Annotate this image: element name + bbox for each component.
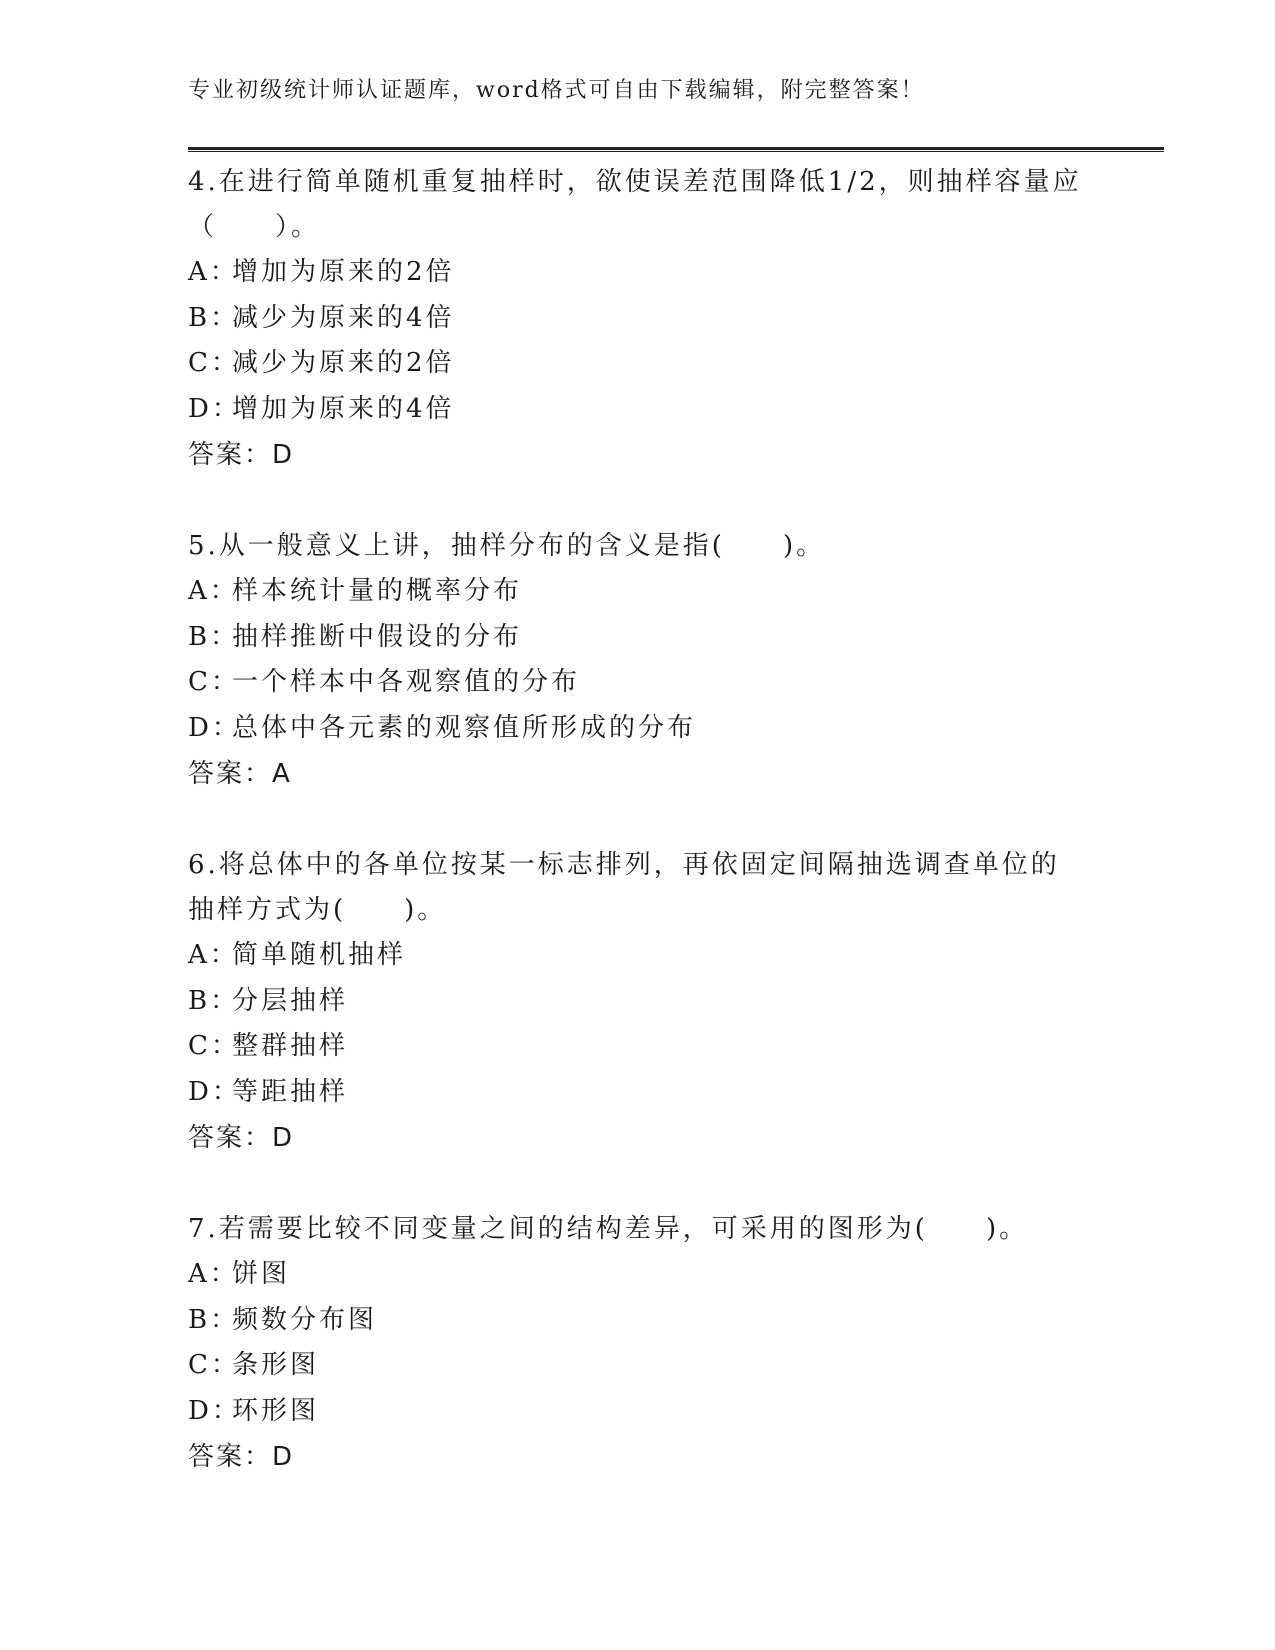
answer-line: 答案：A	[188, 759, 292, 789]
option-text: 分层抽样	[232, 985, 349, 1016]
option-letter: C：	[188, 1350, 240, 1380]
option-letter: A：	[188, 1259, 239, 1289]
option-b	[188, 615, 1108, 661]
option-d	[188, 1389, 1108, 1435]
question-list	[188, 160, 1108, 1480]
option-a	[188, 569, 1108, 615]
option-text: 一个样本中各观察值的分布	[232, 667, 581, 697]
option-a	[188, 933, 1108, 979]
option-c	[188, 1024, 1108, 1070]
option-letter: C：	[188, 348, 240, 378]
question-stem-continued: 抽样方式为( )。	[188, 895, 447, 925]
option-list	[188, 933, 1108, 1115]
option-c	[188, 341, 1108, 387]
option-a	[188, 250, 1108, 296]
option-text: 抽样推断中假设的分布	[232, 621, 523, 652]
option-text: 减少为原来的2倍	[232, 348, 455, 378]
option-list	[188, 1252, 1108, 1434]
option-list	[188, 569, 1108, 751]
option-d	[188, 387, 1108, 433]
header-divider	[188, 147, 1164, 152]
question-4	[188, 160, 1108, 478]
option-letter: B：	[188, 621, 240, 652]
question-5	[188, 524, 1108, 797]
option-text: 条形图	[232, 1350, 320, 1380]
option-text: 总体中各元素的观察值所形成的分布	[232, 712, 697, 743]
option-text: 简单随机抽样	[232, 940, 407, 970]
option-letter: D：	[188, 393, 241, 424]
answer-line: 答案：D	[188, 1442, 295, 1472]
option-text: 样本统计量的概率分布	[232, 576, 523, 606]
page-header: 专业初级统计师认证题库，word格式可自由下载编辑，附完整答案！	[188, 78, 925, 103]
answer-line: 答案：D	[188, 440, 295, 470]
option-text: 增加为原来的2倍	[232, 257, 455, 287]
question-stem: 6.将总体中的各单位按某一标志排列，再依固定间隔抽选调查单位的	[188, 850, 1060, 880]
question-stem: 4.在进行简单随机重复抽样时，欲使误差范围降低1/2，则抽样容量应	[188, 167, 1082, 197]
option-letter: A：	[188, 576, 239, 606]
question-stem: 5.从一般意义上讲，抽样分布的含义是指( )。	[188, 531, 826, 561]
option-d	[188, 1070, 1108, 1116]
option-letter: D：	[188, 1076, 241, 1107]
question-stem-continued: （ ）。	[188, 212, 321, 242]
question-6	[188, 843, 1108, 1161]
option-text: 环形图	[232, 1395, 320, 1426]
option-text: 等距抽样	[232, 1076, 349, 1107]
option-letter: B：	[188, 1304, 240, 1335]
option-letter: A：	[188, 257, 239, 287]
option-b	[188, 979, 1108, 1025]
option-b	[188, 1298, 1108, 1344]
option-b	[188, 296, 1108, 342]
option-list	[188, 250, 1108, 432]
question-7	[188, 1207, 1108, 1480]
answer-line: 答案：D	[188, 1123, 295, 1153]
option-letter: C：	[188, 667, 240, 697]
option-text: 减少为原来的4倍	[232, 302, 455, 333]
option-letter: C：	[188, 1031, 240, 1061]
option-a	[188, 1252, 1108, 1298]
option-text: 整群抽样	[232, 1031, 349, 1061]
option-letter: A：	[188, 940, 239, 970]
option-letter: B：	[188, 985, 240, 1016]
option-letter: B：	[188, 302, 240, 333]
option-letter: D：	[188, 1395, 241, 1426]
question-stem: 7.若需要比较不同变量之间的结构差异，可采用的图形为( )。	[188, 1214, 1029, 1244]
option-c	[188, 1343, 1108, 1389]
option-c	[188, 660, 1108, 706]
option-text: 增加为原来的4倍	[232, 393, 455, 424]
option-letter: D：	[188, 712, 241, 743]
option-text: 饼图	[232, 1259, 291, 1289]
option-d	[188, 706, 1108, 752]
option-text: 频数分布图	[232, 1304, 378, 1335]
